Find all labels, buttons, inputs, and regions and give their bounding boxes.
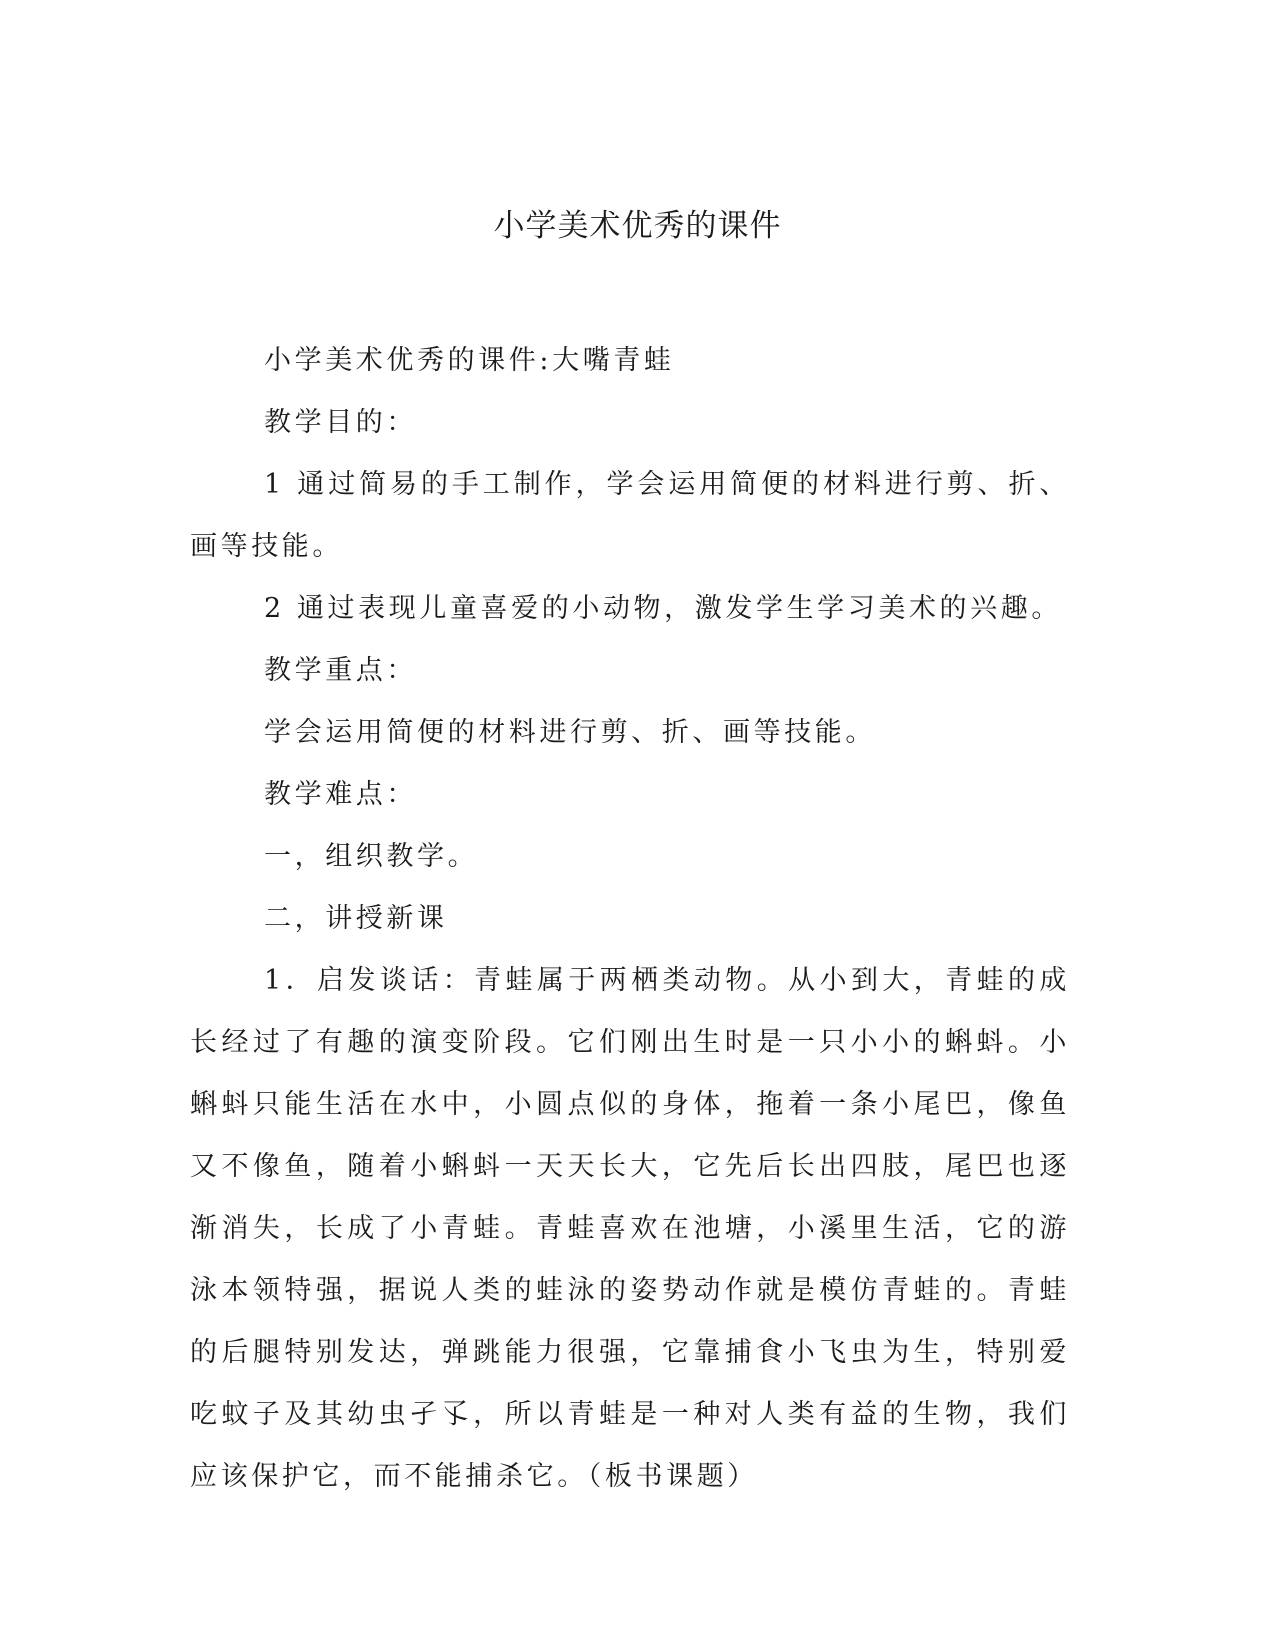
paragraph-introduction-talk: 1．启发谈话：青蛙属于两栖类动物。从小到大，青蛙的成长经过了有趣的演变阶段。它们刚出生时是一只小小的蝌蚪。小蝌蚪只能生活在水中，小圆点似的身体，拖着一条小尾巴，像鱼又不像鱼，随着小蝌蚪一天天长大，它先后长出四肢，尾巴也逐渐消失，长成了小青蛙。青蛙喜欢在池塘，小溪里生活，它的游泳本领特强，据说人类的蛙泳的姿势动作就是模仿青蛙的。青蛙的后腿特别发达，弹跳能力很强，它靠捕食小飞虫为生，特别爱吃蚊子及其幼虫孑孓，所以青蛙是一种对人类有益的生物，我们应该保护它，而不能捕杀它。（板书课题） xyxy=(190,965,1070,1492)
paragraph-objectives-heading: 教学目的： xyxy=(264,407,417,438)
document-body xyxy=(190,330,1070,1508)
document-title: 小学美术优秀的课件 xyxy=(493,208,782,244)
paragraph-key-points-heading: 教学重点： xyxy=(264,655,417,686)
paragraph-difficulties-heading: 教学难点： xyxy=(264,779,417,810)
paragraph-step-1: 一，组织教学。 xyxy=(264,841,479,872)
paragraph-objective-1: 1 通过简易的手工制作，学会运用简便的材料进行剪、折、画等技能。 xyxy=(190,469,1070,562)
paragraph-objective-2: 2 通过表现儿童喜爱的小动物，激发学生学习美术的兴趣。 xyxy=(264,593,1062,624)
paragraph-key-points: 学会运用简便的材料进行剪、折、画等技能。 xyxy=(264,717,876,748)
paragraph-subtitle: 小学美术优秀的课件:大嘴青蛙 xyxy=(264,345,675,376)
paragraph-step-2: 二，讲授新课 xyxy=(264,903,448,934)
